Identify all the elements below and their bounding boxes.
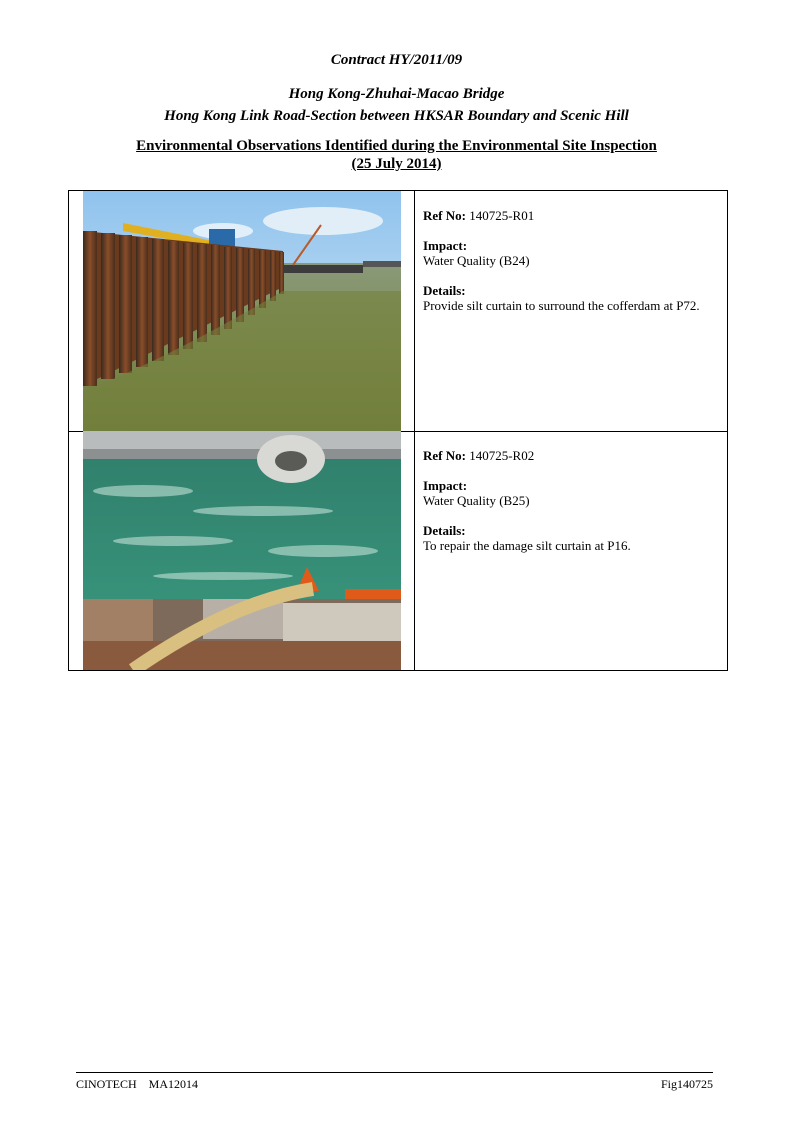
impact-block (423, 238, 723, 268)
details-block (423, 523, 723, 553)
ref-line (423, 448, 723, 463)
project-name: Hong Kong-Zhuhai-Macao Bridge (288, 86, 505, 102)
observation-row (69, 431, 727, 671)
observation-row (69, 191, 727, 432)
impact-value: Water Quality (B24) (423, 253, 530, 268)
footer-divider (76, 1072, 713, 1073)
photo-cell (69, 431, 415, 671)
section-name: Hong Kong Link Road-Section between HKSAR Boundary and Scenic Hill (164, 108, 629, 124)
ref-label: Ref No: (423, 448, 466, 463)
impact-label: Impact: (423, 238, 468, 253)
ref-line (423, 208, 723, 223)
observation-photo-cofferdam (83, 191, 401, 431)
impact-label: Impact: (423, 478, 468, 493)
observations-table (68, 190, 728, 671)
observation-details (423, 431, 723, 553)
details-label: Details: (423, 283, 466, 298)
photo-cell (69, 191, 415, 431)
impact-block (423, 478, 723, 508)
details-label: Details: (423, 523, 466, 538)
document-date: (25 July 2014) (351, 156, 442, 172)
footer-left: CINOTECH MA12014 (76, 1077, 198, 1091)
observation-photo-silt-curtain (83, 431, 401, 671)
impact-value: Water Quality (B25) (423, 493, 530, 508)
document-title: Environmental Observations Identified during the Environmental Site Inspection (136, 138, 657, 154)
ref-label: Ref No: (423, 208, 466, 223)
ref-value: 140725-R02 (469, 448, 535, 463)
contract-number: Contract HY/2011/09 (330, 52, 463, 68)
observation-details (423, 191, 723, 313)
details-block (423, 283, 723, 313)
details-value: Provide silt curtain to surround the cofferdam at P72. (423, 298, 700, 313)
ref-value: 140725-R01 (469, 208, 535, 223)
footer-right: Fig140725 (660, 1077, 713, 1091)
details-value: To repair the damage silt curtain at P16. (423, 538, 631, 553)
